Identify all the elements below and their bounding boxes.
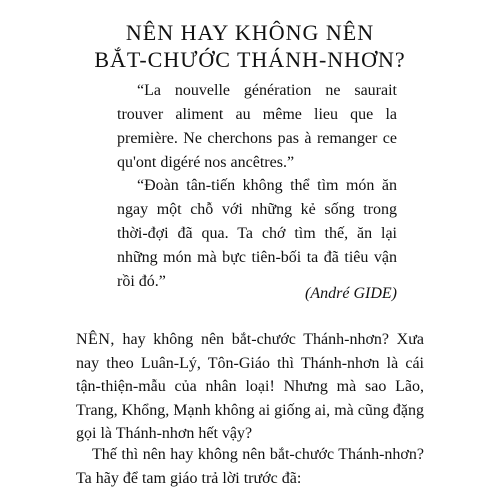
epigraph-french: [117, 79, 397, 175]
epigraph-french-text: “La nouvelle génération ne saurait trouver aliment au même lieu que la première. Ne cherchons pas à remanger ce qu'ont digéré nos ancêtres.”: [117, 82, 397, 171]
chapter-title-line-2: BẮT-CHƯỚC THÁNH-NHƠN?: [94, 47, 406, 72]
paragraph-1-text: hay không nên bắt-chước Thánh-nhơn? Xưa nay theo Luân-Lý, Tôn-Giáo thì Thánh-nhơn là cái tận-thiện-mẫu của nhân loại! Nhưng mà sao Lão, Trang, Khổng, Mạnh không ai giống ai, mà cũng đặng gọi là Thánh-nhơn hết vậy?: [76, 331, 424, 442]
epigraph-vietnamese-text: “Đoàn tân-tiến không thể tìm món ăn ngay một chỗ với những kẻ sống trong thời-đợi đã qua. Ta chớ tìm thế, ăn lại những món mà bực tiên-bối ta đã tiêu vận rồi đó.”: [117, 177, 397, 290]
body-paragraph-1: [76, 328, 424, 446]
body-paragraph-2: [76, 443, 424, 490]
chapter-title-line-1: NÊN HAY KHÔNG NÊN: [125, 20, 375, 45]
paragraph-1-lead-word: NÊN,: [76, 331, 115, 348]
epigraph-attribution: (André GIDE): [305, 285, 397, 302]
paragraph-2-text: Thế thì nên hay không nên bắt-chước Thánh-nhơn? Ta hãy để tam giáo trả lời trước đã:: [76, 446, 424, 487]
epigraph-vietnamese: [117, 174, 397, 294]
paragraph-1: [76, 328, 424, 446]
